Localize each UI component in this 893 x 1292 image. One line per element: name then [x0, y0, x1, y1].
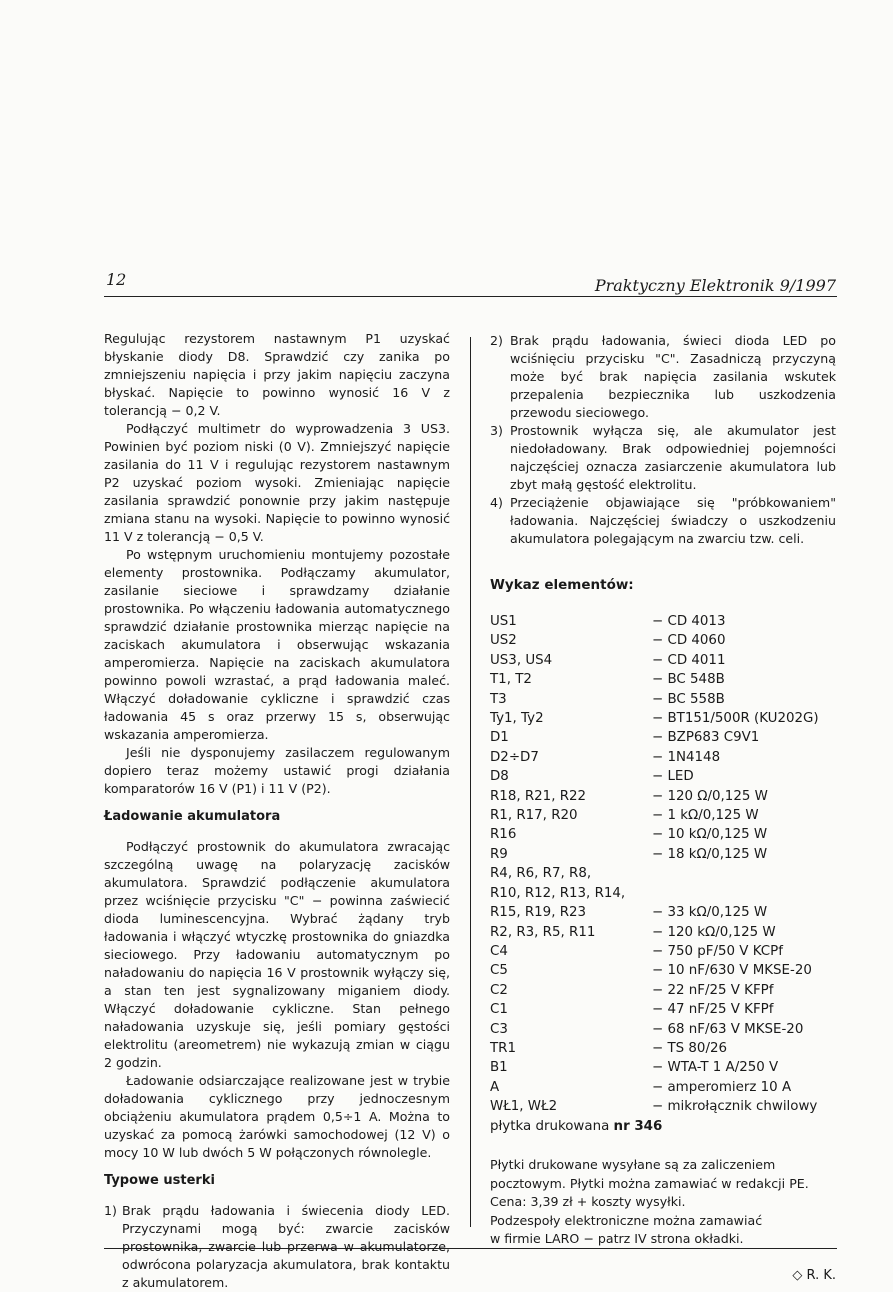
parts-row — [490, 631, 819, 650]
parts-row — [490, 961, 819, 980]
part-value: − 120 kΩ/0,125 W — [652, 924, 776, 940]
parts-row — [490, 942, 819, 961]
part-designator: Ty1, Ty2 — [490, 711, 544, 727]
fault-item — [490, 494, 836, 548]
parts-row — [490, 670, 819, 689]
part-value — [652, 884, 819, 903]
fault-text: Przeciążenie objawiające się "próbkowaniem" ładowania. Najczęściej świadczy o uszkodzeniu akumulatora polegającym na zwarciu tzw. celi. — [510, 495, 836, 546]
parts-row — [490, 981, 819, 1000]
parts-row — [490, 1000, 819, 1019]
part-value: − 750 pF/50 V KCPf — [652, 943, 783, 959]
part-value: − 10 kΩ/0,125 W — [652, 827, 768, 843]
part-designator: C4 — [490, 943, 508, 959]
paragraph: Po wstępnym uruchomieniu montujemy pozostałe elementy prostownika. Podłączamy akumulator, zasilanie sieciowe i sprawdzamy działanie prostownika. Po włączeniu ładowania automatycznego sprawdzić działanie prostownika mierząc napięcie na zaciskach akumulatora i obserwując wskazania amperomierza. Napięcie na zaciskach akumulatora powinno powoli wzrastać, a prąd ładowania maleć. Włączyć doładowanie cykliczne i sprawdzić czas ładowania 45 s oraz przerwy 15 s, obserwując wskazania amperomierza. — [104, 547, 450, 742]
parts-row — [490, 728, 819, 747]
part-value: − 33 kΩ/0,125 W — [652, 905, 768, 921]
part-designator: C2 — [490, 982, 508, 998]
part-value: − 120 Ω/0,125 W — [652, 788, 768, 804]
parts-row — [490, 612, 819, 631]
part-designator: R9 — [490, 846, 508, 862]
paragraph: Podłączyć prostownik do akumulatora zwracając szczególną uwagę na polaryzację zacisków akumulatora. Sprawdzić podłączenie akumulatora przez wciśnięcie przycisku "C" − powinna zaświecić dioda luminescencyjna. Wybrać żądany tryb ładowania i włączyć wtyczkę prostownika do gniazdka sieciowego. Przy ładowaniu automatycznym po naładowaniu do napięcia 16 V prostownik wyłączy się, a stan ten jest sygnalizowany miganiem diody. Włączyć doładowanie cykliczne. Stan pełnego naładowania uzyskuje się, jeśli pomiary gęstości elektrolitu (areometrem) nie wykazują zmian w ciągu 2 godzin. — [104, 839, 450, 1070]
fault-number: 3) — [490, 423, 503, 438]
part-designator: R15, R19, R23 — [490, 905, 587, 921]
section-heading-faults: Typowe usterki — [104, 1173, 215, 1188]
parts-table — [490, 612, 819, 1136]
part-value: − BT151/500R (KU202G) — [652, 711, 819, 727]
fault-item — [104, 1202, 450, 1292]
note-line: pocztowym. Płytki można zamawiać w redakcji PE. — [490, 1175, 809, 1191]
part-designator: R10, R12, R13, R14, — [490, 885, 626, 901]
part-designator: D1 — [490, 730, 509, 746]
faults-list — [104, 1202, 450, 1292]
fault-number: 2) — [490, 333, 503, 348]
parts-row — [490, 923, 819, 942]
part-value: − 18 kΩ/0,125 W — [652, 846, 768, 862]
part-designator: T3 — [490, 691, 507, 707]
fault-number: 1) — [104, 1203, 117, 1218]
part-designator: US3, US4 — [490, 652, 553, 668]
part-designator: B1 — [490, 1060, 508, 1076]
parts-row — [490, 864, 819, 883]
part-designator: R16 — [490, 827, 517, 843]
parts-row — [490, 767, 819, 786]
part-designator: R1, R17, R20 — [490, 808, 578, 824]
parts-row — [490, 884, 819, 903]
paragraph: Ładowanie odsiarczające realizowane jest w trybie doładowania cyklicznego przy jednoczesnym obciążeniu akumulatora prądem 0,5÷1 A. Można to uzyskać za pomocą żarówki samochodowej (12 V) o mocy 10 W lub dwóch 5 W połączonych równolegle. — [104, 1073, 450, 1160]
part-value: − CD 4060 — [652, 633, 726, 649]
part-designator: US1 — [490, 614, 517, 629]
part-value: − 47 nF/25 V KFPf — [652, 1002, 774, 1018]
part-designator: C1 — [490, 1002, 508, 1018]
parts-list-heading: Wykaz elementów: — [490, 577, 634, 593]
part-value: − WTA-T 1 A/250 V — [652, 1060, 779, 1076]
part-value: − BC 548B — [652, 672, 725, 688]
parts-row — [490, 787, 819, 806]
fault-text: Brak prądu ładowania, świeci dioda LED po wciśnięciu przycisku "C". Zasadniczą przyczyną może być brak napięcia zasilania wskutek przepalenia bezpiecznika lub uszkodzenia przewodu sieciowego. — [510, 333, 836, 420]
paragraph: Jeśli nie dysponujemy zasilaczem regulowanym dopiero teraz możemy ustawić progi działania komparatorów 16 V (P1) i 11 V (P2). — [104, 745, 450, 796]
page-number: 12 — [106, 270, 127, 289]
part-value: − TS 80/26 — [652, 1040, 728, 1056]
part-value: − BZP683 C9V1 — [652, 730, 760, 746]
column-divider — [470, 337, 471, 1227]
part-designator: D2÷D7 — [490, 749, 539, 765]
part-designator: WŁ1, WŁ2 — [490, 1099, 558, 1115]
part-value: − CD 4011 — [652, 652, 726, 668]
parts-row — [490, 690, 819, 709]
parts-row — [490, 748, 819, 767]
part-designator: R18, R21, R22 — [490, 788, 587, 804]
fault-number: 4) — [490, 495, 503, 510]
part-value: − LED — [652, 769, 694, 785]
journal-title: Praktyczny Elektronik 9/1997 — [594, 276, 836, 295]
parts-row — [490, 1078, 819, 1097]
right-column — [490, 332, 836, 1285]
parts-row — [490, 1039, 819, 1058]
parts-row — [490, 1097, 819, 1116]
pcb-row — [490, 1117, 819, 1136]
part-value: − 10 nF/630 V MKSE-20 — [652, 963, 812, 979]
parts-row — [490, 806, 819, 825]
part-designator: US2 — [490, 633, 517, 649]
parts-row — [490, 1020, 819, 1039]
part-value: − 1N4148 — [652, 749, 721, 765]
note-line: Podzespoły elektroniczne można zamawiać — [490, 1212, 763, 1228]
part-designator: R4, R6, R7, R8, — [490, 866, 592, 882]
parts-row — [490, 903, 819, 922]
pcb-label: płytka drukowana — [490, 1118, 614, 1134]
header-rule — [104, 296, 837, 297]
part-value: − mikrołącznik chwilowy — [652, 1099, 818, 1115]
part-designator: T1, T2 — [490, 672, 532, 688]
part-value — [652, 864, 819, 883]
note-line: Płytki drukowane wysyłane są za zaliczeniem — [490, 1156, 776, 1172]
paragraph: Regulując rezystorem nastawnym P1 uzyskać błyskanie diody D8. Sprawdzić czy zanika po zmniejszeniu napięcia i przy jakim napięciu zaczyna błyskać. Napięcie to powinno wynosić 16 V z tolerancją − 0,2 V. — [104, 331, 450, 418]
section-heading-charging: Ładowanie akumulatora — [104, 809, 281, 824]
part-designator: C5 — [490, 963, 508, 979]
parts-row — [490, 709, 819, 728]
fault-item — [490, 422, 836, 494]
fault-text: Brak prądu ładowania i świecenia diody LED. Przyczynami mogą być: zwarcie zacisków prostownika, zwarcie lub przerwa w akumulatorze, odwrócona polaryzacja akumulatora, brak kontaktu z akumulatorem. — [122, 1203, 450, 1290]
note-line: w firmie LARO − patrz IV strona okładki. — [490, 1231, 744, 1247]
part-designator: R2, R3, R5, R11 — [490, 924, 596, 940]
part-value: − CD 4013 — [652, 614, 726, 629]
left-column — [104, 330, 450, 1292]
pcb-number: nr 346 — [613, 1118, 663, 1134]
part-value: − 68 nF/63 V MKSE-20 — [652, 1021, 804, 1037]
part-value: − 1 kΩ/0,125 W — [652, 808, 759, 824]
fault-text: Prostownik wyłącza się, ale akumulator jest niedoładowany. Brak odpowiedniej pojemności najczęściej oznacza zasiarczenie akumulatora lub zbyt małą gęstość elektrolitu. — [510, 423, 836, 492]
fault-item — [490, 332, 836, 422]
parts-row — [490, 1058, 819, 1077]
parts-row — [490, 825, 819, 844]
parts-row — [490, 845, 819, 864]
paragraph: Podłączyć multimetr do wyprowadzenia 3 US3. Powinien być poziom niski (0 V). Zmniejszyć napięcie zasilania do 11 V i regulując rezystorem nastawnym P2 uzyskać poziom wysoki. Zmieniając napięcie zasilania sprawdzić ponownie przy jakim następuje zmiana stanu na wysoki. Napięcie to powinno wynosić 11 V z tolerancją − 0,5 V. — [104, 421, 450, 544]
part-value: − BC 558B — [652, 691, 725, 707]
part-value: − 22 nF/25 V KFPf — [652, 982, 774, 998]
part-designator: TR1 — [490, 1040, 517, 1056]
part-designator: A — [490, 1079, 500, 1095]
ordering-notes — [490, 1156, 836, 1249]
parts-row — [490, 651, 819, 670]
part-value: − amperomierz 10 A — [652, 1079, 792, 1095]
note-line: Cena: 3,39 zł + koszty wysyłki. — [490, 1194, 686, 1210]
part-designator: C3 — [490, 1021, 508, 1037]
faults-list-continued — [490, 332, 836, 548]
part-designator: D8 — [490, 769, 509, 785]
author-signature: ◇ R. K. — [792, 1267, 836, 1283]
